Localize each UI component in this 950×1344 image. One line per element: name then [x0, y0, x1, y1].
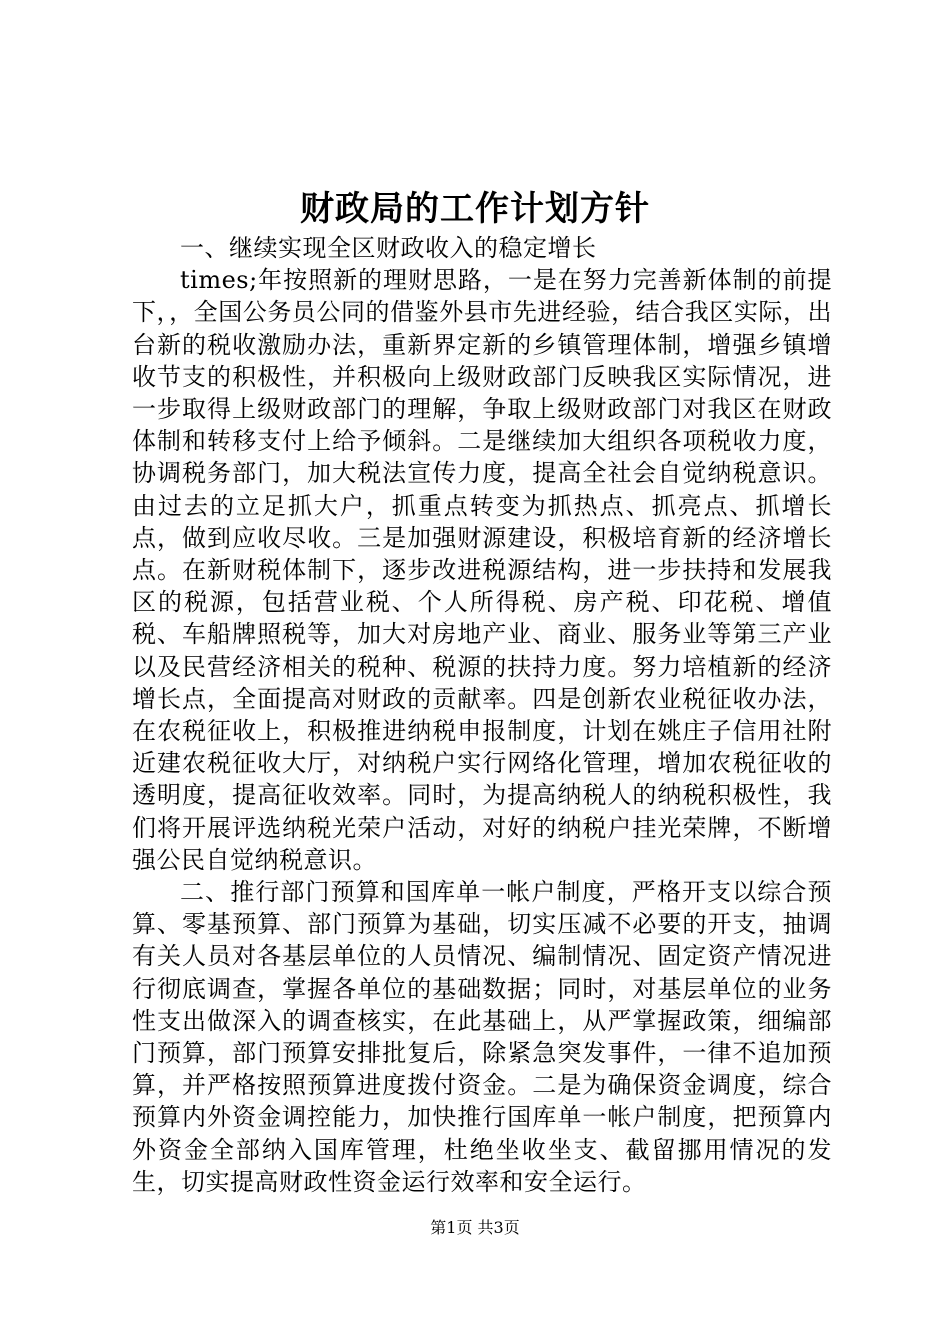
paragraph-section-1-body: times;年按照新的理财思路，一是在努力完善新体制的前提下，，全国公务员公同的借鉴外县市先进经验，结合我区实际，出台新的税收激励办法，重新界定新的乡镇管理体制，增强乡镇增收节支的积极性，并积极向上级财政部门反映我区实际情况，进一步取得上级财政部门的理解，争取上级财政部门对我区在财政体制和转移支付上给予倾斜。二是继续加大组织各项税收力度，协调税务部门，加大税法宣传力度，提高全社会自觉纳税意识。由过去的立足抓大户，抓重点转变为抓热点、抓亮点、抓增长点，做到应收尽收。三是加强财源建设，积极培育新的经济增长点。在新财税体制下，逐步改进税源结构，进一步扶持和发展我区的税源，包括营业税、个人所得税、房产税、印花税、增值税、车船牌照税等，加大对房地产业、商业、服务业等第三产业以及民营经济相关的税种、税源的扶持力度。努力培植新的经济增长点，全面提高对财政的贡献率。四是创新农业税征收办法，在农税征收上，积极推进纳税申报制度，计划在姚庄子信用社附近建农税征收大厅，对纳税户实行网络化管理，增加农税征收的透明度，提高征收效率。同时，为提高纳税人的纳税积极性，我们将开展评选纳税光荣户活动，对好的纳税户挂光荣牌，不断增强公民自觉纳税意识。 — [132, 266, 832, 874]
page-footer: 第1页 共3页 — [430, 1218, 520, 1237]
document-title: 财政局的工作计划方针 — [300, 189, 650, 229]
paragraph-section-2: 二、推行部门预算和国库单一帐户制度，严格开支以综合预算、零基预算、部门预算为基础，切实压减不必要的开支，抽调有关人员对各基层单位的人员情况、编制情况、固定资产情况进行彻底调查，掌握各单位的基础数据；同时，对基层单位的业务性支出做深入的调查核实，在此基础上，从严掌握政策，细编部门预算，部门预算安排批复后，除紧急突发事件，一律不追加预算，并严格按照预算进度拨付资金。二是为确保资金调度，综合预算内外资金调控能力，加快推行国库单一帐户制度，把预算内外资金全部纳入国库管理，杜绝坐收坐支、截留挪用情况的发生，切实提高财政性资金运行效率和安全运行。 — [132, 878, 832, 1196]
paragraph-section-1-heading: 一、继续实现全区财政收入的稳定增长 — [180, 234, 597, 262]
document-body — [132, 232, 832, 1198]
